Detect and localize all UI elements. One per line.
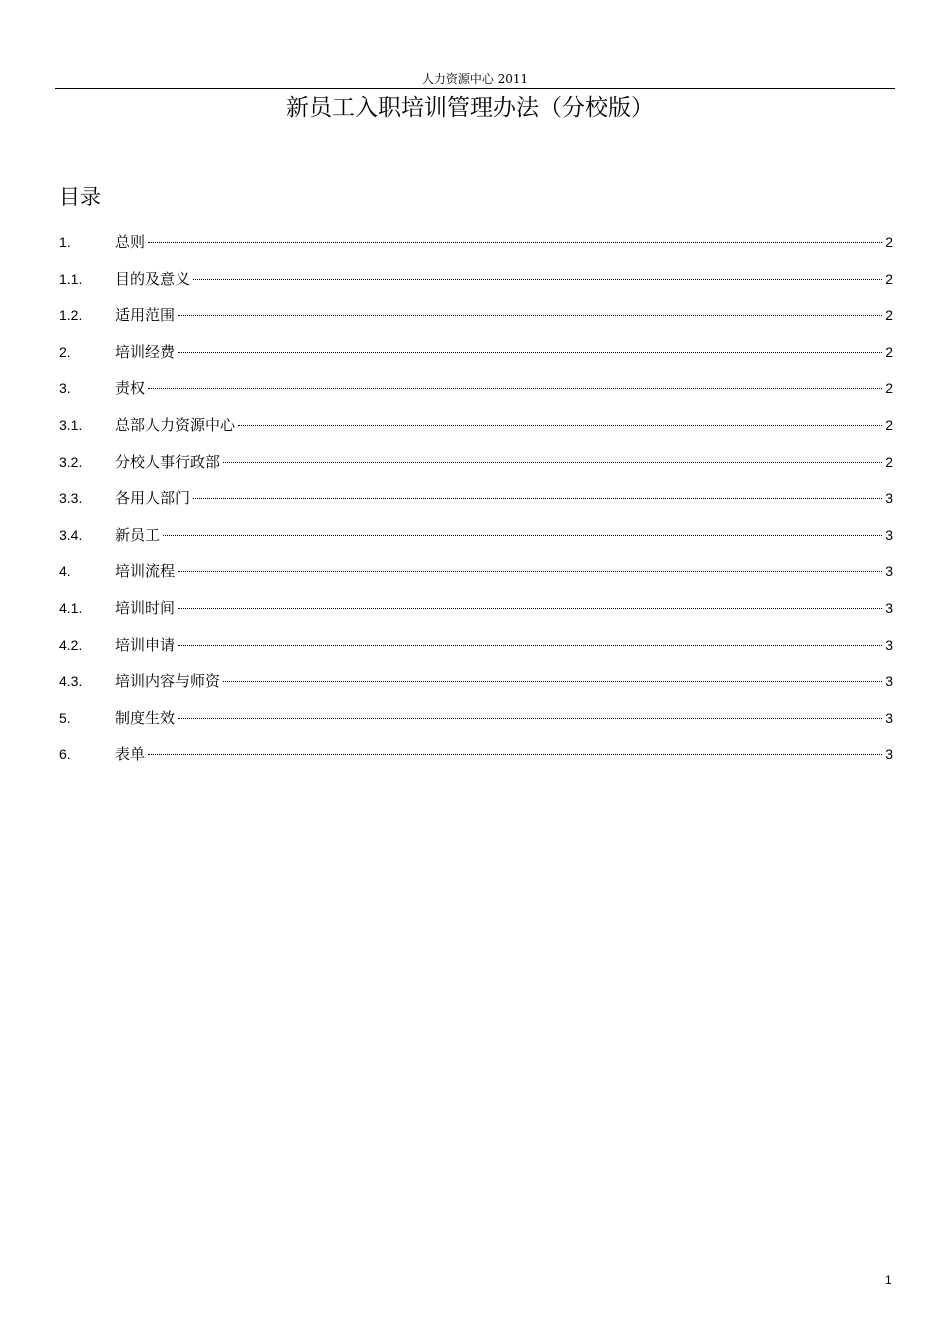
toc-entry-page: 3 — [885, 673, 893, 690]
toc-entry[interactable] — [59, 376, 893, 413]
toc-dot-leader — [193, 279, 882, 280]
toc-entry-number: 3.1. — [59, 416, 83, 433]
toc-entry-number: 3.4. — [59, 526, 83, 543]
toc-entry-label[interactable]: 培训流程 — [115, 562, 176, 581]
page-number: 1 — [885, 1273, 892, 1287]
toc-dot-leader — [148, 242, 882, 243]
toc-dot-leader — [238, 425, 882, 426]
table-of-contents — [59, 230, 893, 779]
toc-entry-label[interactable]: 培训时间 — [115, 598, 176, 617]
toc-entry-number: 3.2. — [59, 453, 83, 470]
toc-entry-label[interactable]: 新员工 — [115, 525, 161, 544]
toc-entry-label[interactable]: 目的及意义 — [115, 269, 191, 288]
toc-entry-label[interactable]: 分校人事行政部 — [115, 452, 221, 471]
toc-dot-leader — [223, 681, 882, 682]
toc-dot-leader — [223, 462, 882, 463]
toc-entry[interactable] — [59, 742, 893, 779]
toc-entry-number: 4. — [59, 563, 71, 580]
toc-entry[interactable] — [59, 486, 893, 523]
toc-entry-label[interactable]: 总部人力资源中心 — [115, 415, 236, 434]
toc-dot-leader — [178, 718, 882, 719]
toc-entry[interactable] — [59, 706, 893, 743]
toc-entry[interactable] — [59, 523, 893, 560]
toc-entry-page: 2 — [885, 416, 893, 433]
toc-entry-label[interactable]: 制度生效 — [115, 708, 176, 727]
toc-entry-number: 4.2. — [59, 636, 83, 653]
toc-entry-page: 3 — [885, 526, 893, 543]
toc-entry-number: 3. — [59, 380, 71, 397]
toc-dot-leader — [193, 498, 882, 499]
toc-entry-label[interactable]: 适用范围 — [115, 306, 176, 325]
toc-dot-leader — [148, 754, 882, 755]
toc-dot-leader — [178, 608, 882, 609]
toc-entry-page: 3 — [885, 709, 893, 726]
toc-entry-number: 2. — [59, 343, 71, 360]
toc-entry[interactable] — [59, 633, 893, 670]
toc-entry-page: 3 — [885, 599, 893, 616]
toc-entry-number: 3.3. — [59, 490, 83, 507]
toc-entry-number: 5. — [59, 709, 71, 726]
toc-entry[interactable] — [59, 669, 893, 706]
toc-dot-leader — [178, 571, 882, 572]
toc-entry[interactable] — [59, 303, 893, 340]
toc-dot-leader — [178, 645, 882, 646]
toc-entry-page: 2 — [885, 380, 893, 397]
toc-entry-page: 2 — [885, 453, 893, 470]
toc-entry-label[interactable]: 表单 — [115, 745, 146, 764]
toc-heading: 目录 — [59, 185, 101, 209]
toc-entry-number: 1.1. — [59, 270, 83, 287]
toc-entry-page: 2 — [885, 270, 893, 287]
toc-dot-leader — [148, 388, 882, 389]
toc-entry-label[interactable]: 各用人部门 — [115, 489, 191, 508]
toc-entry-page: 3 — [885, 563, 893, 580]
toc-entry[interactable] — [59, 267, 893, 304]
toc-entry-page: 2 — [885, 307, 893, 324]
toc-entry[interactable] — [59, 413, 893, 450]
toc-entry-label[interactable]: 责权 — [115, 379, 146, 398]
toc-entry[interactable] — [59, 230, 893, 267]
toc-entry-label[interactable]: 培训内容与师资 — [115, 672, 221, 691]
toc-entry[interactable] — [59, 559, 893, 596]
document-title: 新员工入职培训管理办法（分校版） — [286, 95, 654, 121]
toc-entry-label[interactable]: 总则 — [115, 233, 146, 251]
toc-entry-page: 3 — [885, 636, 893, 653]
toc-entry-number: 4.3. — [59, 673, 83, 690]
toc-entry-page: 2 — [885, 343, 893, 360]
toc-dot-leader — [178, 352, 882, 353]
toc-entry-number: 4.1. — [59, 599, 83, 616]
toc-entry[interactable] — [59, 450, 893, 487]
toc-entry[interactable] — [59, 340, 893, 377]
toc-entry-number: 1.2. — [59, 307, 83, 324]
toc-entry-label[interactable]: 培训经费 — [115, 342, 176, 361]
toc-entry-number: 1. — [59, 234, 71, 250]
toc-entry-page: 2 — [885, 234, 893, 250]
toc-entry[interactable] — [59, 596, 893, 633]
toc-entry-page: 3 — [885, 746, 893, 763]
toc-entry-label[interactable]: 培训申请 — [115, 635, 176, 654]
header-divider — [55, 88, 895, 89]
toc-dot-leader — [178, 315, 882, 316]
toc-entry-page: 3 — [885, 490, 893, 507]
toc-dot-leader — [163, 535, 882, 536]
page-header: 人力资源中心 2011 — [421, 72, 529, 86]
toc-entry-number: 6. — [59, 746, 71, 763]
